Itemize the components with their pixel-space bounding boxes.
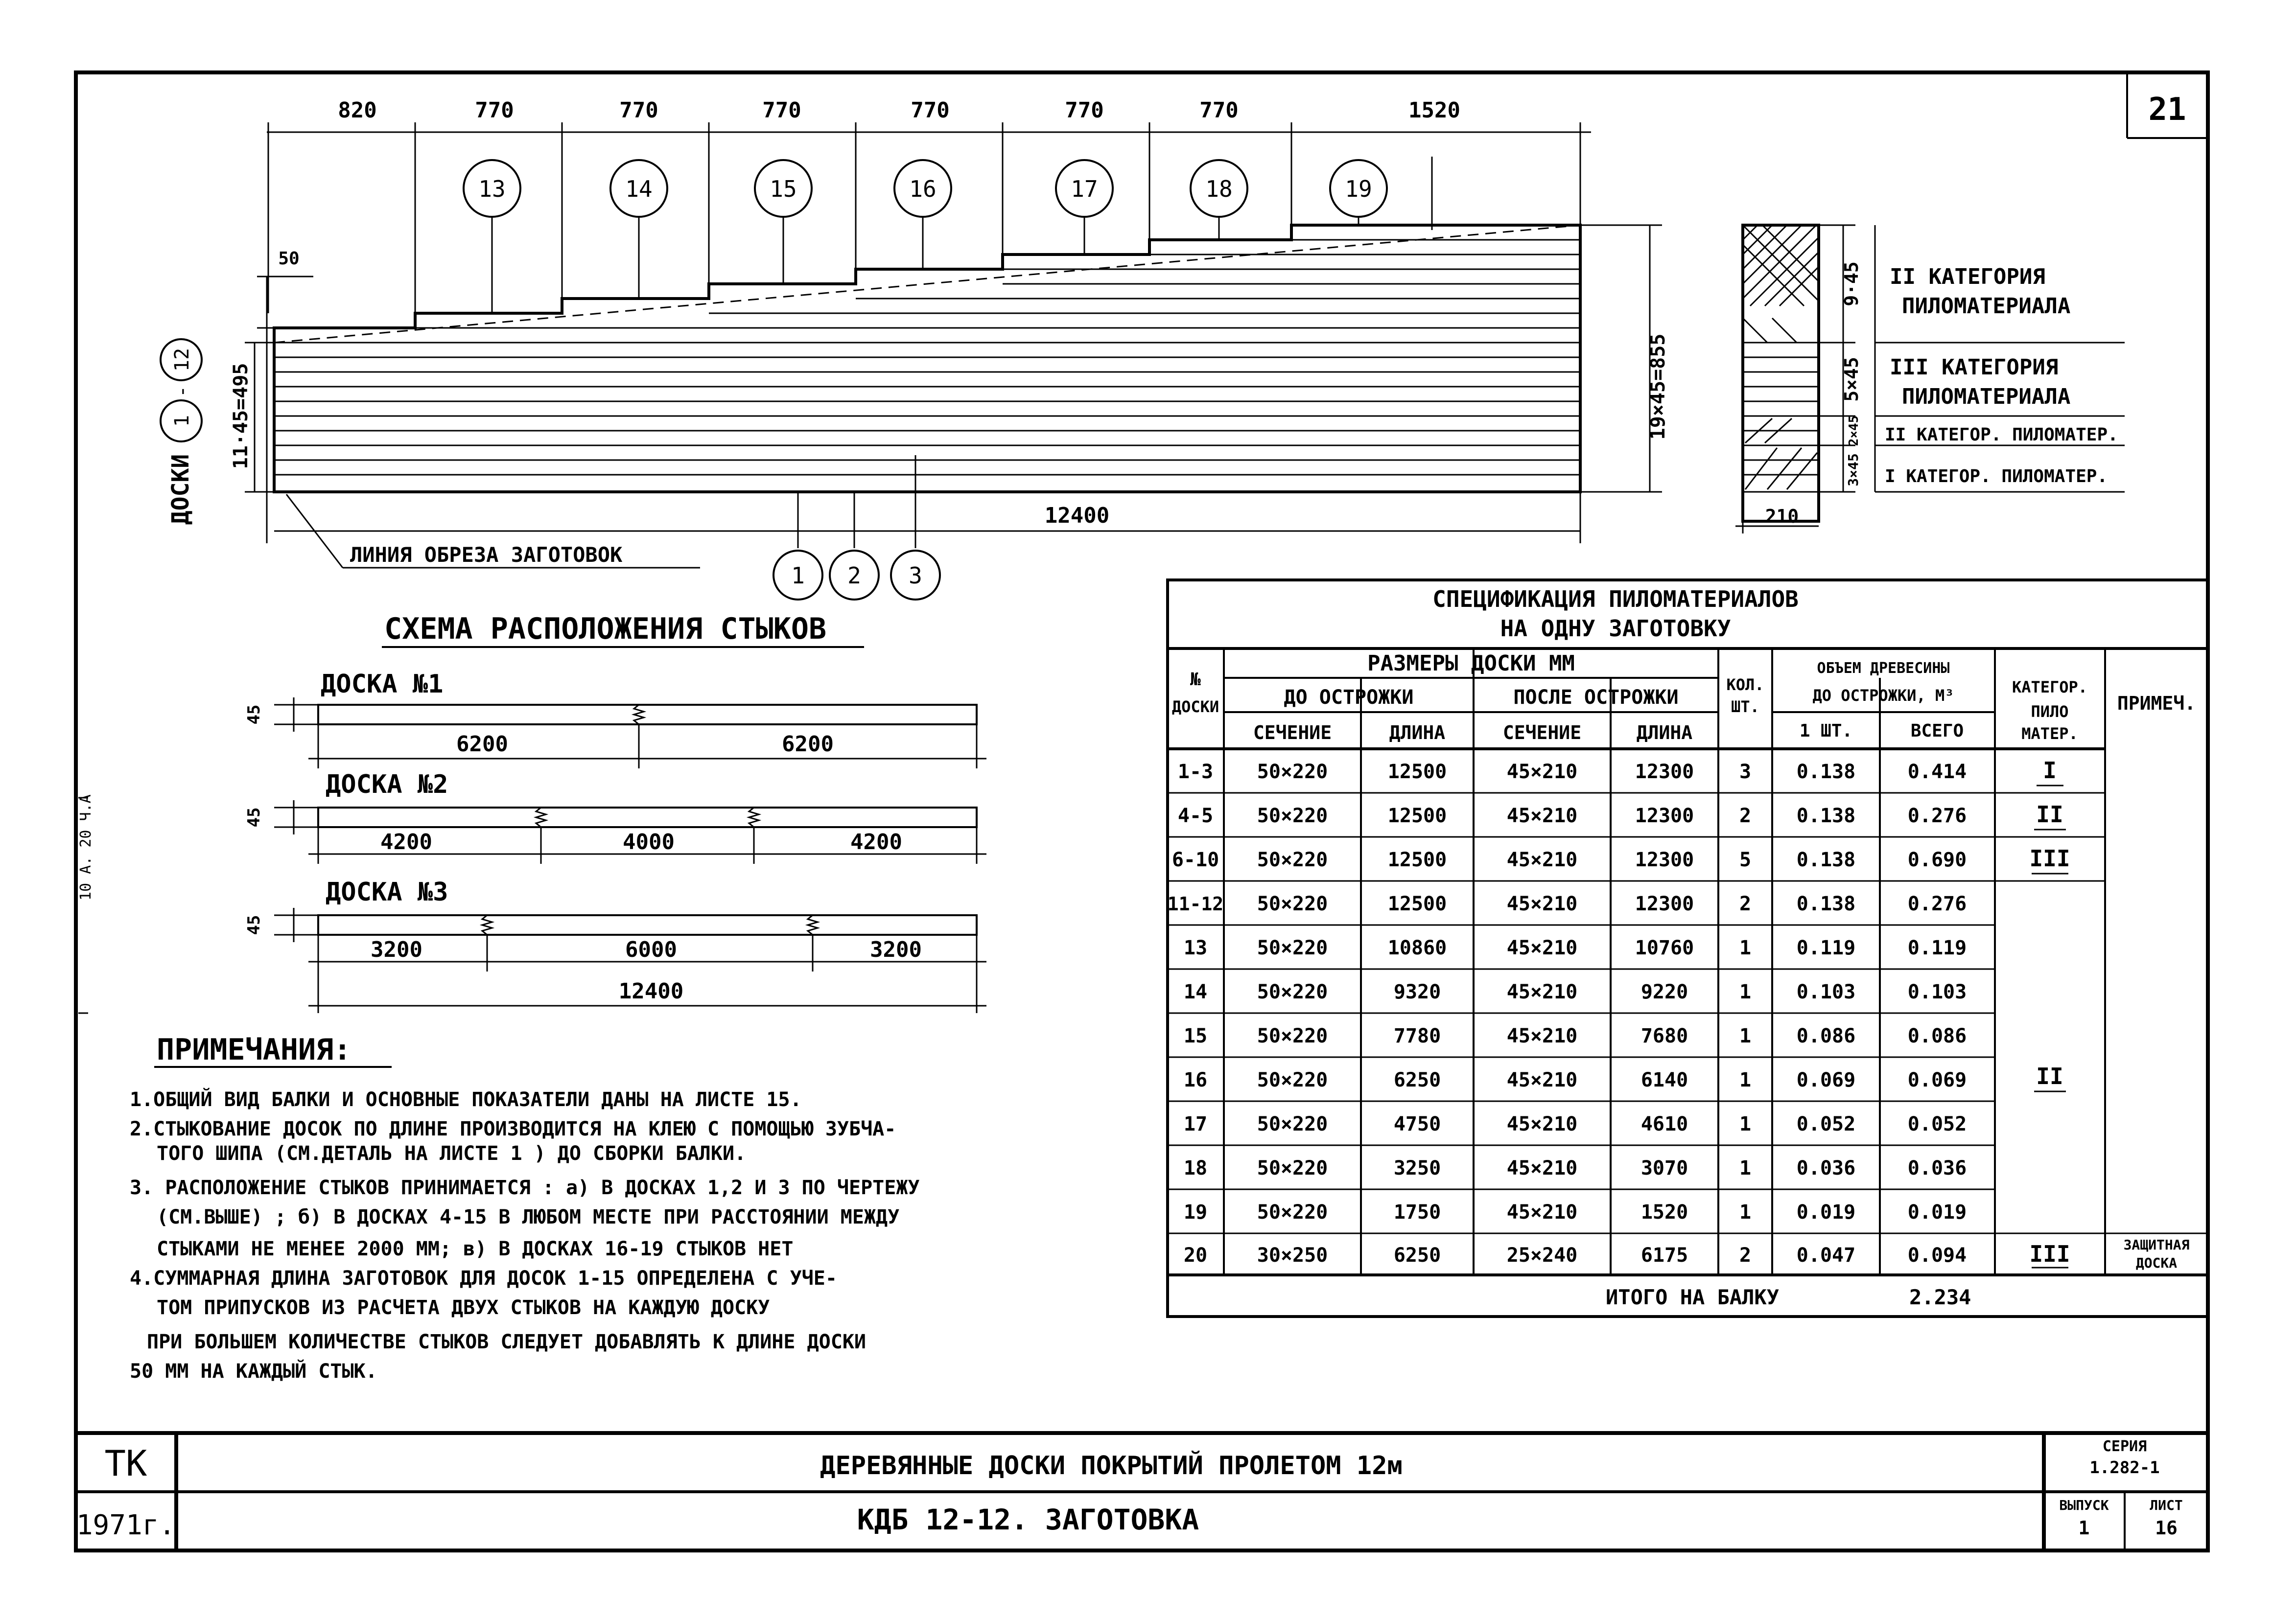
row8-len1: 6250 bbox=[1393, 1069, 1441, 1091]
table-row bbox=[1178, 805, 1967, 827]
h-cat-1: КАТЕГОР. bbox=[2012, 678, 2088, 696]
board-circle-16: 16 bbox=[909, 176, 937, 202]
board3-seg2: 6000 bbox=[625, 937, 677, 962]
row2-qty: 2 bbox=[1739, 805, 1752, 827]
year: 1971г. bbox=[76, 1509, 176, 1541]
board2-seg1: 4200 bbox=[380, 830, 432, 855]
left-label-doski: ДОСКИ bbox=[167, 454, 194, 525]
row6-len2: 9220 bbox=[1640, 981, 1688, 1003]
h-sizes: РАЗМЕРЫ ДОСКИ ММ bbox=[1367, 651, 1575, 676]
row6-qty: 1 bbox=[1739, 981, 1752, 1003]
h-total: ВСЕГО bbox=[1910, 721, 1964, 741]
row1-no: 1-3 bbox=[1177, 761, 1214, 783]
row5-vt: 0.119 bbox=[1907, 937, 1967, 959]
legend-hatch-bottom bbox=[1745, 418, 1817, 489]
margin-text: 10 А. 20 Ч.А bbox=[77, 794, 94, 901]
row1-vt: 0.414 bbox=[1907, 761, 1967, 783]
row7-sec2: 45×210 bbox=[1506, 1025, 1578, 1047]
row5-sec2: 45×210 bbox=[1506, 937, 1578, 959]
row4-sec1: 50×220 bbox=[1257, 893, 1328, 915]
h-one: 1 ШТ. bbox=[1799, 721, 1853, 741]
cat3-label-line2: ПИЛОМАТЕРИАЛА bbox=[1902, 384, 2071, 409]
row7-len2: 7680 bbox=[1640, 1025, 1688, 1047]
sheet-value: 16 bbox=[2155, 1517, 2178, 1539]
h-qty-2: ШТ. bbox=[1731, 697, 1759, 716]
note-line-10: 50 ММ НА КАЖДЫЙ СТЫК. bbox=[130, 1360, 377, 1383]
row7-vt: 0.086 bbox=[1907, 1025, 1967, 1047]
legend-hatch-top bbox=[1743, 225, 1819, 343]
cat2-label-line1: II КАТЕГОРИЯ bbox=[1890, 264, 2045, 289]
row2-sec1: 50×220 bbox=[1257, 805, 1328, 827]
row6-len1: 9320 bbox=[1393, 981, 1441, 1003]
issue-value: 1 bbox=[2078, 1517, 2090, 1539]
table-row bbox=[1168, 893, 1967, 915]
board2-thickness: 45 bbox=[244, 807, 264, 828]
drawing-title: ДЕРЕВЯННЫЕ ДОСКИ ПОКРЫТИЙ ПРОЛЕТОМ 12м bbox=[820, 1451, 1403, 1480]
row2-vt: 0.276 bbox=[1907, 805, 1967, 827]
legend-dim-9x45: 9·45 bbox=[1841, 261, 1862, 306]
row4-len1: 12500 bbox=[1387, 893, 1447, 915]
row10-qty: 1 bbox=[1739, 1157, 1752, 1180]
cat-rows-4-11: II bbox=[2036, 1063, 2063, 1089]
board1-seg1: 6200 bbox=[456, 732, 508, 757]
h-cat-3: МАТЕР. bbox=[2021, 724, 2078, 743]
h-length-before: ДЛИНА bbox=[1389, 722, 1446, 743]
row12-qty: 2 bbox=[1739, 1244, 1752, 1267]
row7-sec1: 50×220 bbox=[1257, 1025, 1328, 1047]
note-line-2: 2.СТЫКОВАНИЕ ДОСОК ПО ДЛИНЕ ПРОИЗВОДИТСЯ НА КЛЕЮ С ПОМОЩЬЮ ЗУБЧА- bbox=[130, 1118, 896, 1140]
total-label: ИТОГО НА БАЛКУ bbox=[1606, 1285, 1780, 1309]
row11-len1: 1750 bbox=[1393, 1201, 1441, 1224]
row6-no: 14 bbox=[1183, 981, 1208, 1003]
h-cat-2: ПИЛО bbox=[2031, 702, 2069, 721]
row11-qty: 1 bbox=[1739, 1201, 1752, 1224]
row3-sec2: 45×210 bbox=[1506, 849, 1578, 871]
h-no-1: № bbox=[1190, 670, 1201, 690]
board3-thickness: 45 bbox=[244, 915, 264, 935]
row10-len2: 3070 bbox=[1640, 1157, 1688, 1180]
row9-qty: 1 bbox=[1739, 1113, 1752, 1135]
h-qty-1: КОЛ. bbox=[1726, 675, 1764, 694]
cat-row3: III bbox=[2029, 845, 2070, 872]
series-label: СЕРИЯ bbox=[2102, 1438, 2147, 1455]
row6-vt: 0.103 bbox=[1907, 981, 1967, 1003]
row12-sec2: 25×240 bbox=[1506, 1244, 1578, 1267]
legend-dim-2x45: 2×45 bbox=[1847, 415, 1861, 446]
bottom-circle-2: 2 bbox=[847, 562, 861, 589]
row10-vt: 0.036 bbox=[1907, 1157, 1967, 1180]
row3-len2: 12300 bbox=[1635, 849, 1694, 871]
dim-50: 50 bbox=[278, 249, 300, 269]
cat2-short-label: II КАТЕГОР. ПИЛОМАТЕР. bbox=[1885, 425, 2118, 445]
h-volume-1: ОБЪЕМ ДРЕВЕСИНЫ bbox=[1817, 660, 1950, 677]
row9-sec1: 50×220 bbox=[1257, 1113, 1328, 1135]
legend-dim-3x45: 3×45 bbox=[1845, 453, 1861, 486]
row4-len2: 12300 bbox=[1635, 893, 1694, 915]
top-dim-4: 770 bbox=[762, 98, 801, 123]
notes bbox=[130, 1033, 920, 1383]
tk-code: ТК bbox=[104, 1443, 147, 1484]
table-row bbox=[1172, 849, 1967, 871]
h-volume-2: ДО ОСТРОЖКИ, М³ bbox=[1812, 686, 1954, 705]
title-block bbox=[76, 1433, 2208, 1550]
board-circle-17: 17 bbox=[1071, 176, 1098, 202]
row2-sec2: 45×210 bbox=[1506, 805, 1578, 827]
note-line-5: (СМ.ВЫШЕ) ; б) В ДОСКАХ 4-15 В ЛЮБОМ МЕСТЕ ПРИ РАССТОЯНИИ МЕЖДУ bbox=[157, 1206, 900, 1228]
board-circle-19: 19 bbox=[1345, 176, 1372, 202]
row4-vt: 0.276 bbox=[1907, 893, 1967, 915]
joint-scheme-title: СХЕМА РАСПОЛОЖЕНИЯ СТЫКОВ bbox=[384, 612, 827, 646]
cat-row2: II bbox=[2036, 801, 2063, 828]
row12-v1: 0.047 bbox=[1796, 1244, 1856, 1267]
board1-label: ДОСКА №1 bbox=[321, 670, 444, 699]
row4-qty: 2 bbox=[1739, 893, 1752, 915]
board3-seg1: 3200 bbox=[371, 937, 422, 962]
row7-qty: 1 bbox=[1739, 1025, 1752, 1047]
cat1-short-label: I КАТЕГОР. ПИЛОМАТЕР. bbox=[1885, 466, 2108, 486]
left-height-dim: 11·45=495 bbox=[230, 363, 252, 469]
top-dim-2: 770 bbox=[475, 98, 514, 123]
h-no-2: ДОСКИ bbox=[1171, 697, 1219, 716]
board-circle-18: 18 bbox=[1205, 176, 1233, 202]
left-circle-12: 12 bbox=[171, 347, 193, 372]
section-legend bbox=[1735, 225, 2125, 533]
row2-len1: 12500 bbox=[1387, 805, 1447, 827]
board-circle-15: 15 bbox=[770, 176, 797, 202]
spec-title-line1: СПЕЦИФИКАЦИЯ ПИЛОМАТЕРИАЛОВ bbox=[1432, 586, 1799, 612]
row10-sec2: 45×210 bbox=[1506, 1157, 1578, 1180]
row4-no: 11-12 bbox=[1167, 893, 1224, 915]
legend-width: 210 bbox=[1765, 506, 1799, 527]
row3-no: 6-10 bbox=[1171, 849, 1219, 871]
row9-len1: 4750 bbox=[1393, 1113, 1441, 1135]
table-row bbox=[1184, 937, 1967, 959]
row1-v1: 0.138 bbox=[1796, 761, 1856, 783]
right-height-dim: 19×45=855 bbox=[1647, 333, 1669, 440]
row8-len2: 6140 bbox=[1640, 1069, 1688, 1091]
top-dim-1: 820 bbox=[338, 98, 377, 123]
top-dim-3: 770 bbox=[619, 98, 658, 123]
cat-row1: I bbox=[2043, 757, 2057, 784]
h-section-before: СЕЧЕНИЕ bbox=[1253, 722, 1332, 743]
row9-no: 17 bbox=[1183, 1113, 1208, 1135]
h-section-after: СЕЧЕНИЕ bbox=[1502, 722, 1582, 743]
table-row bbox=[1184, 1157, 1967, 1180]
board3-seg3: 3200 bbox=[870, 937, 922, 962]
row6-sec2: 45×210 bbox=[1506, 981, 1578, 1003]
bottom-circle-3: 3 bbox=[909, 562, 922, 589]
row5-len1: 10860 bbox=[1387, 937, 1447, 959]
note-line-3: ТОГО ШИПА (СМ.ДЕТАЛЬ НА ЛИСТЕ 1 ) ДО СБОРКИ БАЛКИ. bbox=[157, 1142, 747, 1165]
row8-sec1: 50×220 bbox=[1257, 1069, 1328, 1091]
note-line-1: 1.ОБЩИЙ ВИД БАЛКИ И ОСНОВНЫЕ ПОКАЗАТЕЛИ ДАНЫ НА ЛИСТЕ 15. bbox=[130, 1088, 802, 1111]
top-dim-5: 770 bbox=[911, 98, 950, 123]
cat3-label-line1: III КАТЕГОРИЯ bbox=[1890, 355, 2059, 380]
row1-len1: 12500 bbox=[1387, 761, 1447, 783]
board1-seg2: 6200 bbox=[782, 732, 834, 757]
note-line-7: 4.СУММАРНАЯ ДЛИНА ЗАГОТОВОК ДЛЯ ДОСОК 1-15 ОПРЕДЕЛЕНА С УЧЕ- bbox=[130, 1267, 837, 1290]
table-row bbox=[1184, 1113, 1967, 1135]
row3-qty: 5 bbox=[1739, 849, 1752, 871]
row4-v1: 0.138 bbox=[1796, 893, 1856, 915]
row12-sec1: 30×250 bbox=[1257, 1244, 1328, 1267]
board-circle-14: 14 bbox=[625, 176, 653, 202]
row5-no: 13 bbox=[1183, 937, 1208, 959]
row10-no: 18 bbox=[1183, 1157, 1208, 1180]
row3-v1: 0.138 bbox=[1796, 849, 1856, 871]
row12-len1: 6250 bbox=[1393, 1244, 1441, 1267]
joint-scheme bbox=[244, 612, 986, 1013]
row9-sec2: 45×210 bbox=[1506, 1113, 1578, 1135]
row5-v1: 0.119 bbox=[1796, 937, 1856, 959]
table-row bbox=[1178, 761, 1967, 783]
row10-v1: 0.036 bbox=[1796, 1157, 1856, 1180]
beam-elevation bbox=[161, 98, 1669, 600]
top-dim-6: 770 bbox=[1065, 98, 1104, 123]
row11-sec1: 50×220 bbox=[1257, 1201, 1328, 1224]
note-row12-line1: ЗАЩИТНАЯ bbox=[2123, 1237, 2190, 1253]
row6-sec1: 50×220 bbox=[1257, 981, 1328, 1003]
table-row bbox=[1184, 1025, 1967, 1047]
cat-row12: III bbox=[2029, 1241, 2070, 1267]
h-after: ПОСЛЕ ОСТРОЖКИ bbox=[1513, 686, 1679, 709]
top-board-callouts bbox=[464, 160, 1387, 313]
row9-v1: 0.052 bbox=[1796, 1113, 1856, 1135]
legend-dim-5x45: 5×45 bbox=[1841, 357, 1862, 402]
cat2-label-line2: ПИЛОМАТЕРИАЛА bbox=[1902, 294, 2071, 319]
row1-sec2: 45×210 bbox=[1506, 761, 1578, 783]
row12-no: 20 bbox=[1183, 1244, 1208, 1267]
board1-thickness: 45 bbox=[244, 704, 264, 725]
row12-vt: 0.094 bbox=[1907, 1244, 1967, 1267]
h-length-after: ДЛИНА bbox=[1636, 722, 1693, 743]
table-row bbox=[1184, 1201, 1967, 1224]
row10-sec1: 50×220 bbox=[1257, 1157, 1328, 1180]
note-row12-line2: ДОСКА bbox=[2135, 1255, 2178, 1271]
issue-label: ВЫПУСК bbox=[2059, 1497, 2109, 1513]
h-before: ДО ОСТРОЖКИ bbox=[1284, 686, 1414, 709]
total-length: 12400 bbox=[1044, 503, 1110, 528]
note-line-9: ПРИ БОЛЬШЕМ КОЛИЧЕСТВЕ СТЫКОВ СЛЕДУЕТ ДОБАВЛЯТЬ К ДЛИНЕ ДОСКИ bbox=[147, 1331, 867, 1353]
row5-sec1: 50×220 bbox=[1257, 937, 1328, 959]
top-dim-8: 1520 bbox=[1408, 98, 1460, 123]
board-lines bbox=[274, 240, 1580, 475]
row8-qty: 1 bbox=[1739, 1069, 1752, 1091]
row8-no: 16 bbox=[1183, 1069, 1208, 1091]
row5-qty: 1 bbox=[1739, 937, 1752, 959]
row11-len2: 1520 bbox=[1640, 1201, 1688, 1224]
note-line-8: ТОМ ПРИПУСКОВ ИЗ РАСЧЕТА ДВУХ СТЫКОВ НА КАЖДУЮ ДОСКУ bbox=[157, 1296, 770, 1319]
sheet-frame bbox=[76, 72, 2208, 1550]
board2-label: ДОСКА №2 bbox=[326, 770, 448, 799]
row2-len2: 12300 bbox=[1635, 805, 1694, 827]
row1-qty: 3 bbox=[1739, 761, 1752, 783]
left-dash: - bbox=[171, 385, 193, 398]
row3-vt: 0.690 bbox=[1907, 849, 1967, 871]
note-line-4: 3. РАСПОЛОЖЕНИЕ СТЫКОВ ПРИНИМАЕТСЯ : а) В ДОСКАХ 1,2 И 3 ПО ЧЕРТЕЖУ bbox=[130, 1177, 920, 1199]
left-circle-1: 1 bbox=[171, 415, 193, 427]
board2-seg3: 4200 bbox=[850, 830, 902, 855]
row8-vt: 0.069 bbox=[1907, 1069, 1967, 1091]
row11-sec2: 45×210 bbox=[1506, 1201, 1578, 1224]
board3-label: ДОСКА №3 bbox=[326, 878, 448, 907]
top-dim-7: 770 bbox=[1199, 98, 1239, 123]
row12-len2: 6175 bbox=[1640, 1244, 1688, 1267]
h-note: ПРИМЕЧ. bbox=[2117, 693, 2196, 714]
row11-no: 19 bbox=[1183, 1201, 1208, 1224]
row2-no: 4-5 bbox=[1177, 805, 1214, 827]
table-row bbox=[1184, 1069, 1967, 1091]
row11-v1: 0.019 bbox=[1796, 1201, 1856, 1224]
row5-len2: 10760 bbox=[1635, 937, 1694, 959]
sheet-label: ЛИСТ bbox=[2150, 1497, 2183, 1513]
row1-len2: 12300 bbox=[1635, 761, 1694, 783]
row2-v1: 0.138 bbox=[1796, 805, 1856, 827]
note-line-6: СТЫКАМИ НЕ МЕНЕЕ 2000 ММ; в) В ДОСКАХ 16-19 СТЫКОВ НЕТ bbox=[157, 1238, 794, 1260]
row11-vt: 0.019 bbox=[1907, 1201, 1967, 1224]
row4-sec2: 45×210 bbox=[1506, 893, 1578, 915]
row8-sec2: 45×210 bbox=[1506, 1069, 1578, 1091]
bottom-circle-1: 1 bbox=[791, 562, 805, 589]
row3-sec1: 50×220 bbox=[1257, 849, 1328, 871]
board2-seg2: 4000 bbox=[623, 830, 675, 855]
row10-len1: 3250 bbox=[1393, 1157, 1441, 1180]
row7-v1: 0.086 bbox=[1796, 1025, 1856, 1047]
row9-vt: 0.052 bbox=[1907, 1113, 1967, 1135]
row1-sec1: 50×220 bbox=[1257, 761, 1328, 783]
notes-title: ПРИМЕЧАНИЯ: bbox=[157, 1033, 351, 1067]
table-row bbox=[1184, 1244, 1967, 1267]
cut-line-label: ЛИНИЯ ОБРЕЗА ЗАГОТОВОК bbox=[350, 543, 623, 567]
row8-v1: 0.069 bbox=[1796, 1069, 1856, 1091]
row7-no: 15 bbox=[1183, 1025, 1208, 1047]
row6-v1: 0.103 bbox=[1796, 981, 1856, 1003]
drawing-subtitle: КДБ 12-12. ЗАГОТОВКА bbox=[857, 1503, 1199, 1536]
sheet-number: 21 bbox=[2148, 92, 2186, 128]
row3-len1: 12500 bbox=[1387, 849, 1447, 871]
table-row bbox=[1184, 981, 1967, 1003]
row7-len1: 7780 bbox=[1393, 1025, 1441, 1047]
board-circle-13: 13 bbox=[478, 176, 506, 202]
board3-total: 12400 bbox=[618, 979, 684, 1004]
total-value: 2.234 bbox=[1909, 1285, 1971, 1309]
series-value: 1.282-1 bbox=[2089, 1458, 2160, 1478]
spec-title-line2: НА ОДНУ ЗАГОТОВКУ bbox=[1500, 615, 1731, 642]
row9-len2: 4610 bbox=[1640, 1113, 1688, 1135]
spec-table bbox=[1168, 580, 2208, 1317]
